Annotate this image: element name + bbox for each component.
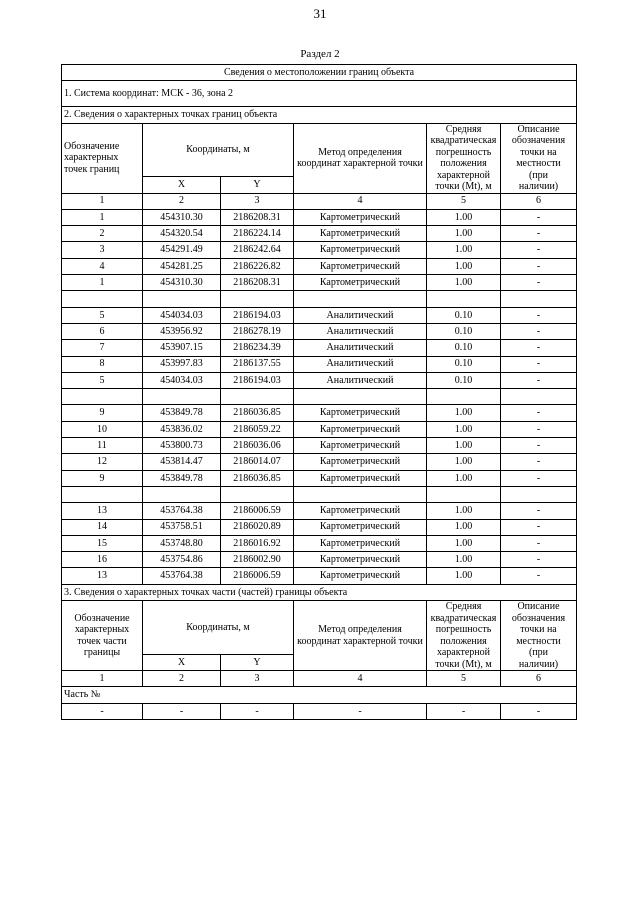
empty-cell <box>294 486 427 502</box>
coord-y: 2186002.90 <box>221 552 294 568</box>
coord-x: 454291.49 <box>143 242 221 258</box>
group-separator-row <box>62 486 577 502</box>
coord-y: 2186036.06 <box>221 438 294 454</box>
coord-x: 454034.03 <box>143 307 221 323</box>
point-number: 4 <box>62 258 143 274</box>
description: - <box>501 405 577 421</box>
description: - <box>501 356 577 372</box>
point-number: 9 <box>62 470 143 486</box>
coord-x: 453758.51 <box>143 519 221 535</box>
parts-header-x: X <box>143 654 221 671</box>
description: - <box>501 568 577 584</box>
column-number: 6 <box>501 193 577 209</box>
empty-cell <box>143 291 221 307</box>
header-coordinates: Координаты, м <box>143 123 294 177</box>
error: 1.00 <box>427 405 501 421</box>
table-row <box>62 275 577 291</box>
method: Картометрический <box>294 568 427 584</box>
point-number: 7 <box>62 340 143 356</box>
column-number: 1 <box>62 193 143 209</box>
coord-y: 2186006.59 <box>221 503 294 519</box>
table-row <box>62 519 577 535</box>
column-number: 6 <box>501 671 577 687</box>
point-number: 13 <box>62 568 143 584</box>
coord-y: 2186014.07 <box>221 454 294 470</box>
point-number: 14 <box>62 519 143 535</box>
method: Аналитический <box>294 323 427 339</box>
method: - <box>294 703 427 719</box>
empty-cell <box>221 291 294 307</box>
coord-x: 454034.03 <box>143 372 221 388</box>
empty-cell <box>427 486 501 502</box>
description: - <box>501 503 577 519</box>
column-number: 1 <box>62 671 143 687</box>
method: Картометрический <box>294 405 427 421</box>
coord-y: 2186020.89 <box>221 519 294 535</box>
method: Картометрический <box>294 209 427 225</box>
coord-x: 453997.83 <box>143 356 221 372</box>
coord-x: 453907.15 <box>143 340 221 356</box>
description: - <box>501 454 577 470</box>
coordinate-system: 1. Система координат: МСК - 36, зона 2 <box>62 81 577 107</box>
column-number: 4 <box>294 193 427 209</box>
point-number: 16 <box>62 552 143 568</box>
coord-x: 453764.38 <box>143 503 221 519</box>
error: 0.10 <box>427 307 501 323</box>
description: - <box>501 226 577 242</box>
coord-x: 454281.25 <box>143 258 221 274</box>
error: 1.00 <box>427 552 501 568</box>
table-row <box>62 552 577 568</box>
table-row <box>62 356 577 372</box>
description: - <box>501 438 577 454</box>
description: - <box>501 519 577 535</box>
method: Картометрический <box>294 275 427 291</box>
coord-y: 2186224.14 <box>221 226 294 242</box>
parts-header-error: Средняя квадратическая погрешность положения характерной точки (Mt), м <box>427 601 501 671</box>
parts-header-coordinates: Координаты, м <box>143 601 294 655</box>
error: 0.10 <box>427 372 501 388</box>
point-number: 9 <box>62 405 143 421</box>
coord-x: 453814.47 <box>143 454 221 470</box>
error: 1.00 <box>427 454 501 470</box>
method: Картометрический <box>294 438 427 454</box>
error: 0.10 <box>427 340 501 356</box>
description: - <box>501 258 577 274</box>
description: - <box>501 242 577 258</box>
coord-x: 453849.78 <box>143 405 221 421</box>
error: 1.00 <box>427 568 501 584</box>
point-number: 15 <box>62 535 143 551</box>
parts-header-description: Описание обозначения точки на местности (при наличии) <box>501 601 577 671</box>
point-number: 2 <box>62 226 143 242</box>
description: - <box>501 275 577 291</box>
error: 1.00 <box>427 519 501 535</box>
error: 1.00 <box>427 503 501 519</box>
coord-y: 2186006.59 <box>221 568 294 584</box>
point-number: 10 <box>62 421 143 437</box>
error: 1.00 <box>427 438 501 454</box>
header-y: Y <box>221 177 294 194</box>
method: Картометрический <box>294 226 427 242</box>
coord-y: 2186234.39 <box>221 340 294 356</box>
header-method: Метод определения координат характерной точки <box>294 123 427 193</box>
parts-header-y: Y <box>221 654 294 671</box>
error: 1.00 <box>427 275 501 291</box>
error: 1.00 <box>427 421 501 437</box>
error: 1.00 <box>427 226 501 242</box>
empty-cell <box>501 291 577 307</box>
table-row <box>62 226 577 242</box>
column-numbers-row <box>62 193 577 209</box>
point-number: 8 <box>62 356 143 372</box>
table-row <box>62 340 577 356</box>
coord-x: 454310.30 <box>143 275 221 291</box>
empty-cell <box>143 486 221 502</box>
header-point: Обозначение характерных точек границ <box>62 123 143 193</box>
column-number: 2 <box>143 193 221 209</box>
coord-y: 2186278.19 <box>221 323 294 339</box>
part-label: Часть № <box>62 687 577 703</box>
table-row <box>62 242 577 258</box>
header-description: Описание обозначения точки на местности (при наличии) <box>501 123 577 193</box>
table-row <box>62 503 577 519</box>
column-number: 4 <box>294 671 427 687</box>
error: 0.10 <box>427 356 501 372</box>
description: - <box>501 421 577 437</box>
point-number: 3 <box>62 242 143 258</box>
error: 1.00 <box>427 209 501 225</box>
description: - <box>501 307 577 323</box>
table-row <box>62 568 577 584</box>
coord-x: - <box>143 703 221 719</box>
point-number: 13 <box>62 503 143 519</box>
group-separator-row <box>62 291 577 307</box>
coord-y: 2186059.22 <box>221 421 294 437</box>
table-row <box>62 323 577 339</box>
method: Аналитический <box>294 307 427 323</box>
coord-x: 453748.80 <box>143 535 221 551</box>
method: Картометрический <box>294 503 427 519</box>
table-row <box>62 209 577 225</box>
description: - <box>501 535 577 551</box>
coord-x: 453800.73 <box>143 438 221 454</box>
table-row <box>62 421 577 437</box>
point-number: 12 <box>62 454 143 470</box>
coord-x: 453956.92 <box>143 323 221 339</box>
coord-y: 2186208.31 <box>221 275 294 291</box>
column-number: 3 <box>221 671 294 687</box>
description: - <box>501 340 577 356</box>
table-row <box>62 535 577 551</box>
point-number: 6 <box>62 323 143 339</box>
coord-x: 453754.86 <box>143 552 221 568</box>
method: Картометрический <box>294 470 427 486</box>
coord-x: 453849.78 <box>143 470 221 486</box>
description: - <box>501 552 577 568</box>
method: Аналитический <box>294 340 427 356</box>
group-separator-row <box>62 389 577 405</box>
error: 1.00 <box>427 258 501 274</box>
empty-cell <box>501 486 577 502</box>
empty-cell <box>62 486 143 502</box>
error: 1.00 <box>427 535 501 551</box>
method: Картометрический <box>294 454 427 470</box>
column-number: 5 <box>427 193 501 209</box>
section-label: Раздел 2 <box>300 48 340 60</box>
boundary-points-heading: 2. Сведения о характерных точках границ объекта <box>62 107 577 123</box>
error: 1.00 <box>427 470 501 486</box>
point-number: 1 <box>62 209 143 225</box>
table-row <box>62 438 577 454</box>
description: - <box>501 470 577 486</box>
coord-x: 454310.30 <box>143 209 221 225</box>
method: Аналитический <box>294 372 427 388</box>
boundaries-table <box>61 64 577 720</box>
description: - <box>501 372 577 388</box>
point-number: 1 <box>62 275 143 291</box>
table-body <box>62 65 577 720</box>
error: 1.00 <box>427 242 501 258</box>
point-number: 11 <box>62 438 143 454</box>
method: Аналитический <box>294 356 427 372</box>
table-row <box>62 454 577 470</box>
description: - <box>501 209 577 225</box>
empty-cell <box>143 389 221 405</box>
coord-y: 2186036.85 <box>221 405 294 421</box>
empty-cell <box>427 291 501 307</box>
error: 0.10 <box>427 323 501 339</box>
empty-cell <box>501 389 577 405</box>
method: Картометрический <box>294 421 427 437</box>
coord-y: 2186137.55 <box>221 356 294 372</box>
table-row <box>62 470 577 486</box>
coord-y: 2186194.03 <box>221 372 294 388</box>
column-number: 3 <box>221 193 294 209</box>
parts-column-numbers-row <box>62 671 577 687</box>
empty-cell <box>294 389 427 405</box>
table-title: Сведения о местоположении границ объекта <box>62 65 577 81</box>
table-row <box>62 372 577 388</box>
empty-cell <box>427 389 501 405</box>
description: - <box>501 323 577 339</box>
point-number: 5 <box>62 307 143 323</box>
table-row <box>62 307 577 323</box>
parts-header-method: Метод определения координат характерной точки <box>294 601 427 671</box>
coord-x: 453764.38 <box>143 568 221 584</box>
empty-cell <box>62 291 143 307</box>
parts-heading: 3. Сведения о характерных точках части (частей) границы объекта <box>62 584 577 600</box>
description: - <box>501 703 577 719</box>
table-row <box>62 405 577 421</box>
method: Картометрический <box>294 258 427 274</box>
header-error: Средняя квадратическая погрешность положения характерной точки (Mt), м <box>427 123 501 193</box>
parts-header-point: Обозначение характерных точек части границы <box>62 601 143 671</box>
page-number: 31 <box>313 6 327 21</box>
column-number: 5 <box>427 671 501 687</box>
coord-y: 2186242.64 <box>221 242 294 258</box>
error: - <box>427 703 501 719</box>
coord-y: 2186194.03 <box>221 307 294 323</box>
coord-x: 454320.54 <box>143 226 221 242</box>
point-number: 5 <box>62 372 143 388</box>
coord-y: 2186036.85 <box>221 470 294 486</box>
empty-cell <box>62 389 143 405</box>
header-x: X <box>143 177 221 194</box>
method: Картометрический <box>294 535 427 551</box>
table-row <box>62 703 577 719</box>
method: Картометрический <box>294 242 427 258</box>
empty-cell <box>294 291 427 307</box>
point-number: - <box>62 703 143 719</box>
table-row <box>62 258 577 274</box>
coord-y: 2186016.92 <box>221 535 294 551</box>
coord-y: 2186208.31 <box>221 209 294 225</box>
method: Картометрический <box>294 552 427 568</box>
empty-cell <box>221 486 294 502</box>
coord-y: 2186226.82 <box>221 258 294 274</box>
empty-cell <box>221 389 294 405</box>
method: Картометрический <box>294 519 427 535</box>
coord-y: - <box>221 703 294 719</box>
coord-x: 453836.02 <box>143 421 221 437</box>
column-number: 2 <box>143 671 221 687</box>
